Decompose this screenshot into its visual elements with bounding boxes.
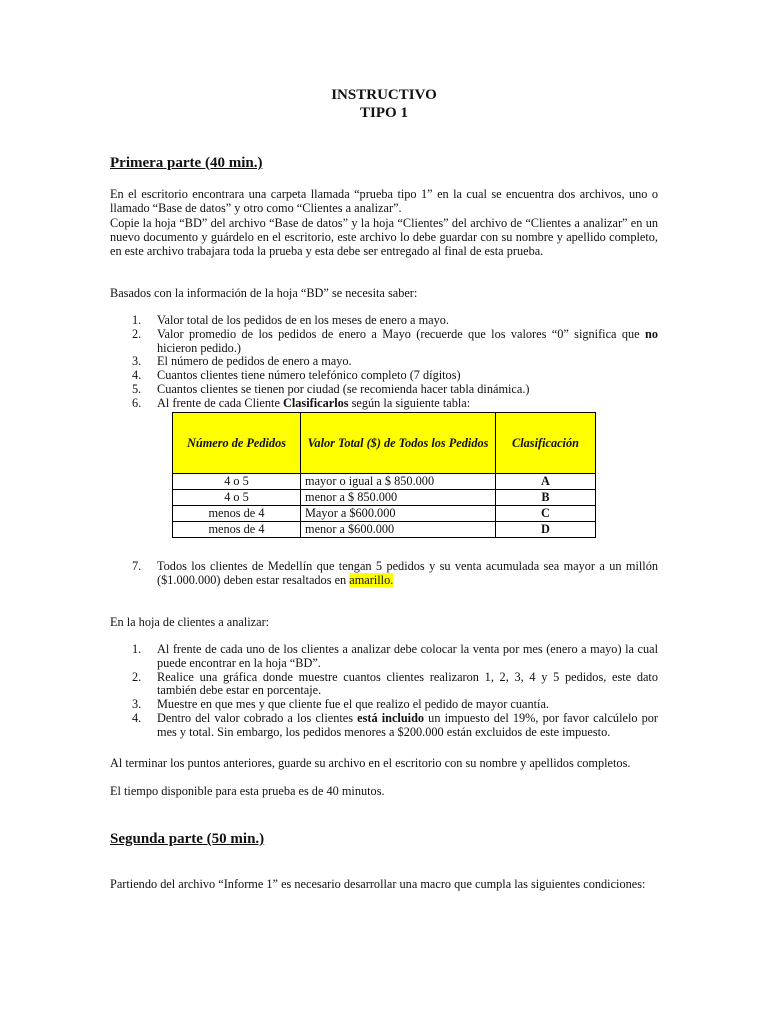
table-cell: menos de 4 <box>173 506 301 522</box>
table-header-cell: Clasificación <box>496 413 596 474</box>
document-title: INSTRUCTIVO <box>331 87 437 103</box>
hoja-clientes-paragraph: En la hoja de clientes a analizar: <box>110 615 270 629</box>
table-cell: mayor o igual a $ 850.000 <box>301 474 496 490</box>
table-header-cell: Valor Total ($) de Todos los Pedidos <box>301 413 496 474</box>
basados-paragraph: Basados con la información de la hoja “BD” se necesita saber: <box>110 286 418 300</box>
document-subtitle: TIPO 1 <box>360 105 408 121</box>
classification-table <box>172 412 596 538</box>
list-item: 2. Valor promedio de los pedidos de enero a Mayo (recuerde que los valores “0” significa que no hicieron pedido.) <box>132 326 658 355</box>
table-row <box>173 490 596 506</box>
requirements-list-continued <box>110 560 658 588</box>
intro-paragraph-2: Copie la hoja “BD” del archivo “Base de datos” y la hoja “Clientes” del archivo de “Clientes a analizar” en un nuevo documento y guárdelo en el escritorio, este archivo lo debe guardar con su nombre y apellido completo, en este archivo trabajara toda la prueba y esta debe ser entregado al final de esta prueba. <box>110 216 658 259</box>
list-item: 3. El número de pedidos de enero a mayo. <box>132 354 352 369</box>
list-item: 5. Cuantos clientes se tienen por ciudad (se recomienda hacer tabla dinámica.) <box>132 381 530 396</box>
requirements-list <box>110 314 658 411</box>
list-item: 3. Muestre en que mes y que cliente fue el que realizo el pedido de mayor cuantía. <box>132 697 549 712</box>
section-heading-part1: Primera parte (40 min.) <box>110 155 263 171</box>
list-item: 6. Al frente de cada Cliente Clasificarlos según la siguiente tabla: <box>132 395 471 410</box>
table-row <box>173 474 596 490</box>
list-item: 1. Al frente de cada uno de los clientes a analizar debe colocar la venta por mes (enero a mayo) la cual puede encontrar en la hoja “BD”. <box>132 642 658 670</box>
table-header-cell: Número de Pedidos <box>173 413 301 474</box>
highlighted-text: amarillo. <box>349 572 394 587</box>
intro-paragraph-1: En el escritorio encontrara una carpeta llamada “prueba tipo 1” en la cual se encuentra dos archivos, uno o llamado “Base de datos” y otro como “Clientes a analizar”. <box>110 187 658 216</box>
list-item: 2. Realice una gráfica donde muestre cuantos clientes realizaron 1, 2, 3, 4 y 5 pedidos, este dato también debe estar en porcentaje. <box>132 669 658 698</box>
table-cell: Mayor a $600.000 <box>301 506 496 522</box>
table-cell: menos de 4 <box>173 522 301 538</box>
table-row <box>173 506 596 522</box>
al-terminar-paragraph: Al terminar los puntos anteriores, guarde su archivo en el escritorio con su nombre y apellidos completos. <box>110 756 631 770</box>
table-cell: 4 o 5 <box>173 474 301 490</box>
table-cell: 4 o 5 <box>173 490 301 506</box>
list-item: 7. Todos los clientes de Medellín que tengan 5 pedidos y su venta acumulada sea mayor a un millón ($1.000.000) deben estar resaltados en amarillo. <box>132 559 658 587</box>
table-cell: C <box>496 506 596 522</box>
table-cell: A <box>496 474 596 490</box>
client-sheet-list <box>110 643 658 740</box>
list-item: 1. Valor total de los pedidos de en los meses de enero a mayo. <box>132 313 449 327</box>
table-cell: menor a $600.000 <box>301 522 496 538</box>
table-header-row <box>173 413 596 474</box>
part2-intro-paragraph: Partiendo del archivo “Informe 1” es necesario desarrollar una macro que cumpla las siguientes condiciones: <box>110 877 646 891</box>
list-item: 4. Cuantos clientes tiene número telefónico completo (7 dígitos) <box>132 368 461 383</box>
table-row <box>173 522 596 538</box>
table-cell: B <box>496 490 596 506</box>
table-cell: menor a $ 850.000 <box>301 490 496 506</box>
list-item: 4. Dentro del valor cobrado a los clientes está incluido un impuesto del 19%, por favor calcúlelo por mes y total. Sin embargo, los pedidos menores a $200.000 están excluidos de este impuesto. <box>132 710 658 739</box>
section-heading-part2: Segunda parte (50 min.) <box>110 831 265 847</box>
table-cell: D <box>496 522 596 538</box>
tiempo-paragraph: El tiempo disponible para esta prueba es de 40 minutos. <box>110 784 385 798</box>
